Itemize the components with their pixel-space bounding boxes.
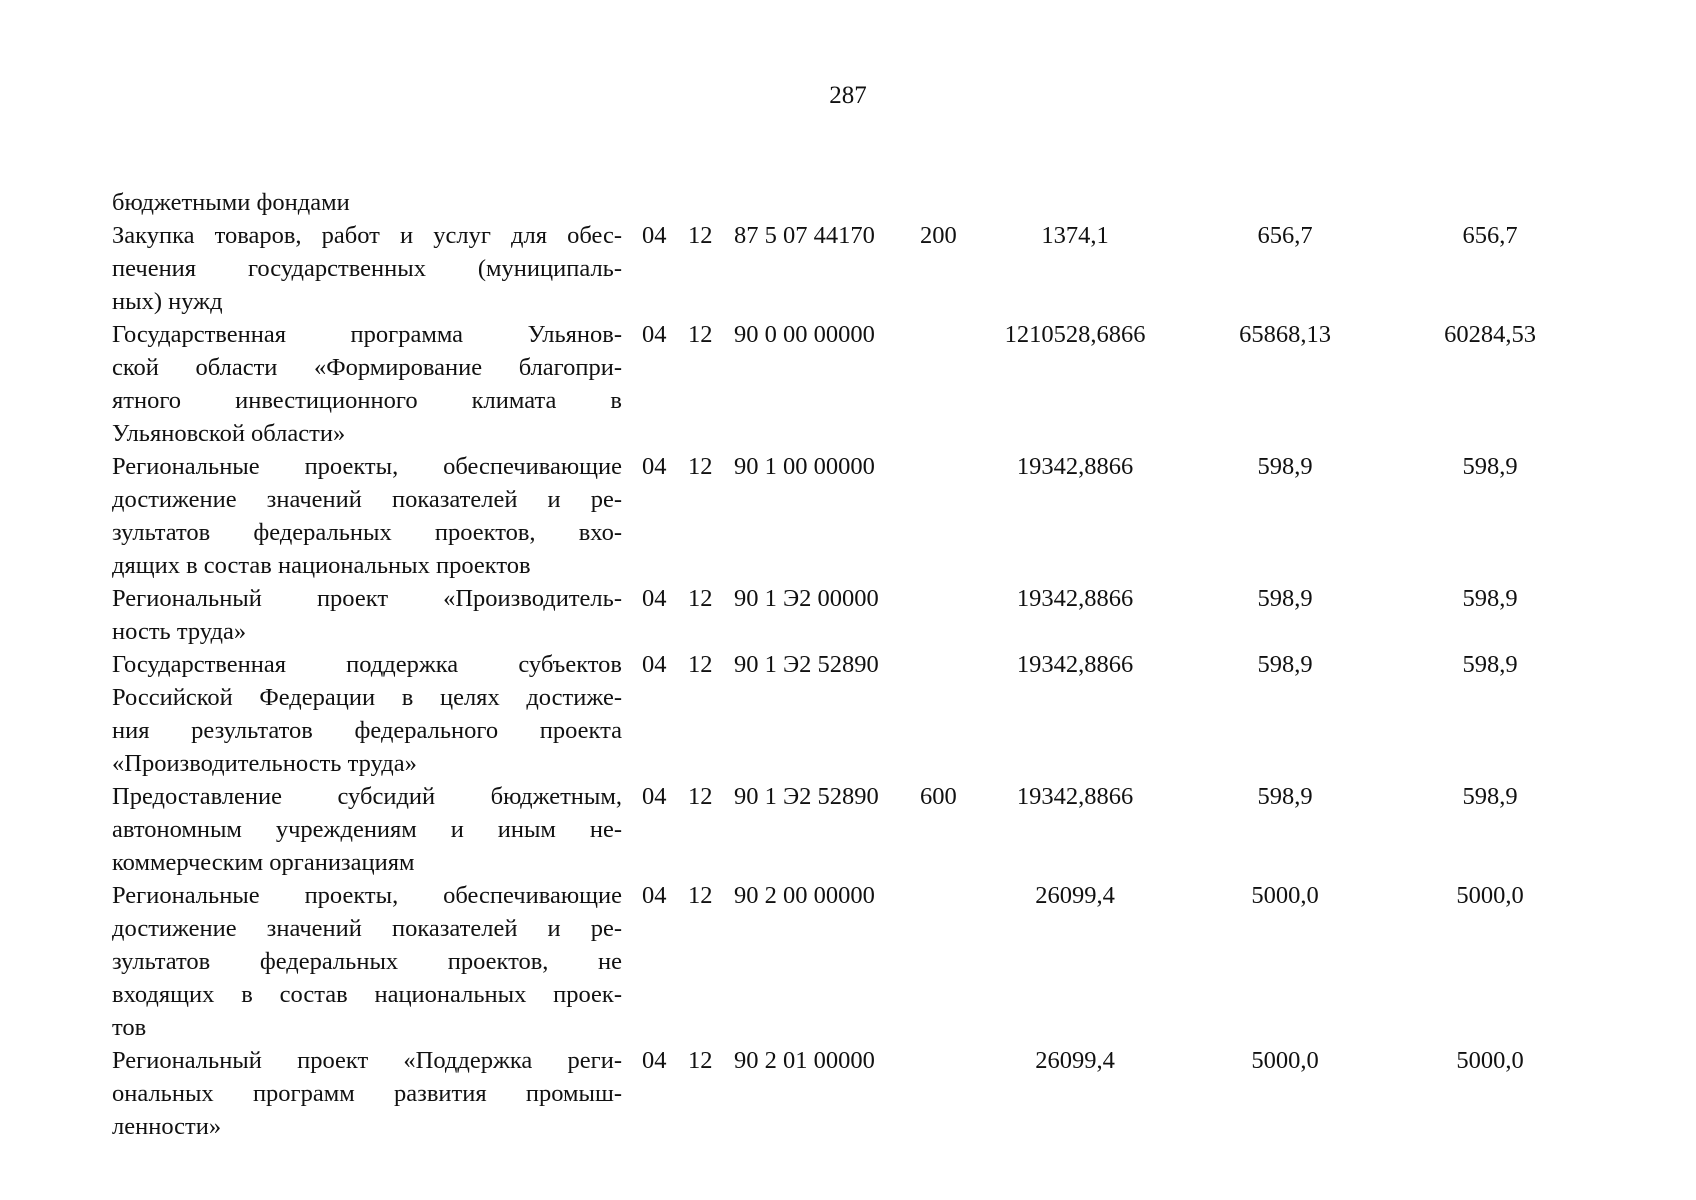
amount-year-1: 19342,8866 (1016, 453, 1134, 480)
amount-year-1: 19342,8866 (1016, 783, 1134, 810)
description-line: ния результатов федерального проекта (112, 717, 622, 744)
description-line: дящих в состав национальных проектов (112, 552, 531, 579)
row-description (112, 186, 622, 219)
table-row (0, 648, 1696, 780)
description-line: коммерческим организациям (112, 849, 415, 876)
description-line: Региональные проекты, обеспечивающие (112, 882, 622, 909)
amount-year-3: 656,7 (1462, 222, 1518, 249)
amount-year-2: 598,9 (1257, 651, 1313, 678)
amount-year-1: 1210528,6866 (1004, 321, 1146, 348)
section-code: 04 (642, 651, 667, 678)
table-row (0, 318, 1696, 450)
description-line: бюджетными фондами (112, 189, 350, 216)
amount-year-3: 598,9 (1462, 585, 1518, 612)
target-article-code: 87 5 07 44170 (734, 222, 875, 249)
section-code: 04 (642, 222, 667, 249)
amount-year-3: 598,9 (1462, 651, 1518, 678)
amount-year-3: 598,9 (1462, 783, 1518, 810)
target-article-code: 90 1 Э2 00000 (734, 585, 879, 612)
subsection-code: 12 (688, 585, 713, 612)
budget-table (0, 186, 1696, 1143)
section-code: 04 (642, 1047, 667, 1074)
page-number: 287 (829, 82, 867, 109)
row-description (112, 879, 622, 1044)
description-line: достижение значений показателей и ре- (112, 915, 622, 942)
description-line: достижение значений показателей и ре- (112, 486, 622, 513)
amount-year-2: 5000,0 (1251, 882, 1319, 909)
expense-type-code: 200 (920, 222, 957, 249)
amount-year-3: 598,9 (1462, 453, 1518, 480)
row-description (112, 219, 622, 318)
target-article-code: 90 1 Э2 52890 (734, 651, 879, 678)
amount-year-2: 598,9 (1257, 453, 1313, 480)
description-line: входящих в состав национальных проек- (112, 981, 622, 1008)
table-row (0, 219, 1696, 318)
table-row (0, 780, 1696, 879)
subsection-code: 12 (688, 222, 713, 249)
table-row (0, 186, 1696, 219)
target-article-code: 90 2 00 00000 (734, 882, 875, 909)
description-line: ность труда» (112, 618, 247, 645)
table-row (0, 450, 1696, 582)
amount-year-1: 19342,8866 (1016, 651, 1134, 678)
description-line: ленности» (112, 1113, 222, 1140)
description-line: Региональный проект «Поддержка реги- (112, 1047, 622, 1074)
section-code: 04 (642, 882, 667, 909)
amount-year-3: 60284,53 (1444, 321, 1536, 348)
target-article-code: 90 0 00 00000 (734, 321, 875, 348)
subsection-code: 12 (688, 321, 713, 348)
description-line: Закупка товаров, работ и услуг для обес- (112, 222, 622, 249)
row-description (112, 780, 622, 879)
subsection-code: 12 (688, 882, 713, 909)
section-code: 04 (642, 453, 667, 480)
expense-type-code: 600 (920, 783, 957, 810)
amount-year-3: 5000,0 (1456, 1047, 1524, 1074)
row-description (112, 450, 622, 582)
section-code: 04 (642, 585, 667, 612)
amount-year-1: 1374,1 (1041, 222, 1109, 249)
amount-year-2: 5000,0 (1251, 1047, 1319, 1074)
target-article-code: 90 2 01 00000 (734, 1047, 875, 1074)
description-line: тов (112, 1014, 147, 1041)
description-line: ятного инвестиционного климата в (112, 387, 622, 414)
row-description (112, 318, 622, 450)
description-line: ональных программ развития промыш- (112, 1080, 622, 1107)
amount-year-2: 656,7 (1257, 222, 1313, 249)
description-line: ской области «Формирование благопри- (112, 354, 622, 381)
row-description (112, 1044, 622, 1143)
row-description (112, 582, 622, 648)
amount-year-2: 65868,13 (1239, 321, 1331, 348)
amount-year-2: 598,9 (1257, 585, 1313, 612)
subsection-code: 12 (688, 651, 713, 678)
amount-year-1: 26099,4 (1035, 1047, 1115, 1074)
amount-year-3: 5000,0 (1456, 882, 1524, 909)
description-line: зультатов федеральных проектов, вхо- (112, 519, 622, 546)
amount-year-2: 598,9 (1257, 783, 1313, 810)
amount-year-1: 19342,8866 (1016, 585, 1134, 612)
description-line: печения государственных (муниципаль- (112, 255, 622, 282)
description-line: Государственная программа Ульянов- (112, 321, 622, 348)
subsection-code: 12 (688, 1047, 713, 1074)
row-description (112, 648, 622, 780)
description-line: Ульяновской области» (112, 420, 346, 447)
description-line: Государственная поддержка субъектов (112, 651, 622, 678)
target-article-code: 90 1 00 00000 (734, 453, 875, 480)
subsection-code: 12 (688, 453, 713, 480)
description-line: автономным учреждениям и иным не- (112, 816, 622, 843)
description-line: Предоставление субсидий бюджетным, (112, 783, 622, 810)
section-code: 04 (642, 321, 667, 348)
description-line: «Производительность труда» (112, 750, 417, 777)
table-row (0, 879, 1696, 1044)
description-line: Региональные проекты, обеспечивающие (112, 453, 622, 480)
description-line: Региональный проект «Производитель- (112, 585, 622, 612)
target-article-code: 90 1 Э2 52890 (734, 783, 879, 810)
subsection-code: 12 (688, 783, 713, 810)
description-line: Российской Федерации в целях достиже- (112, 684, 622, 711)
description-line: зультатов федеральных проектов, не (112, 948, 622, 975)
table-row (0, 582, 1696, 648)
amount-year-1: 26099,4 (1035, 882, 1115, 909)
section-code: 04 (642, 783, 667, 810)
description-line: ных) нужд (112, 288, 223, 315)
table-row (0, 1044, 1696, 1143)
